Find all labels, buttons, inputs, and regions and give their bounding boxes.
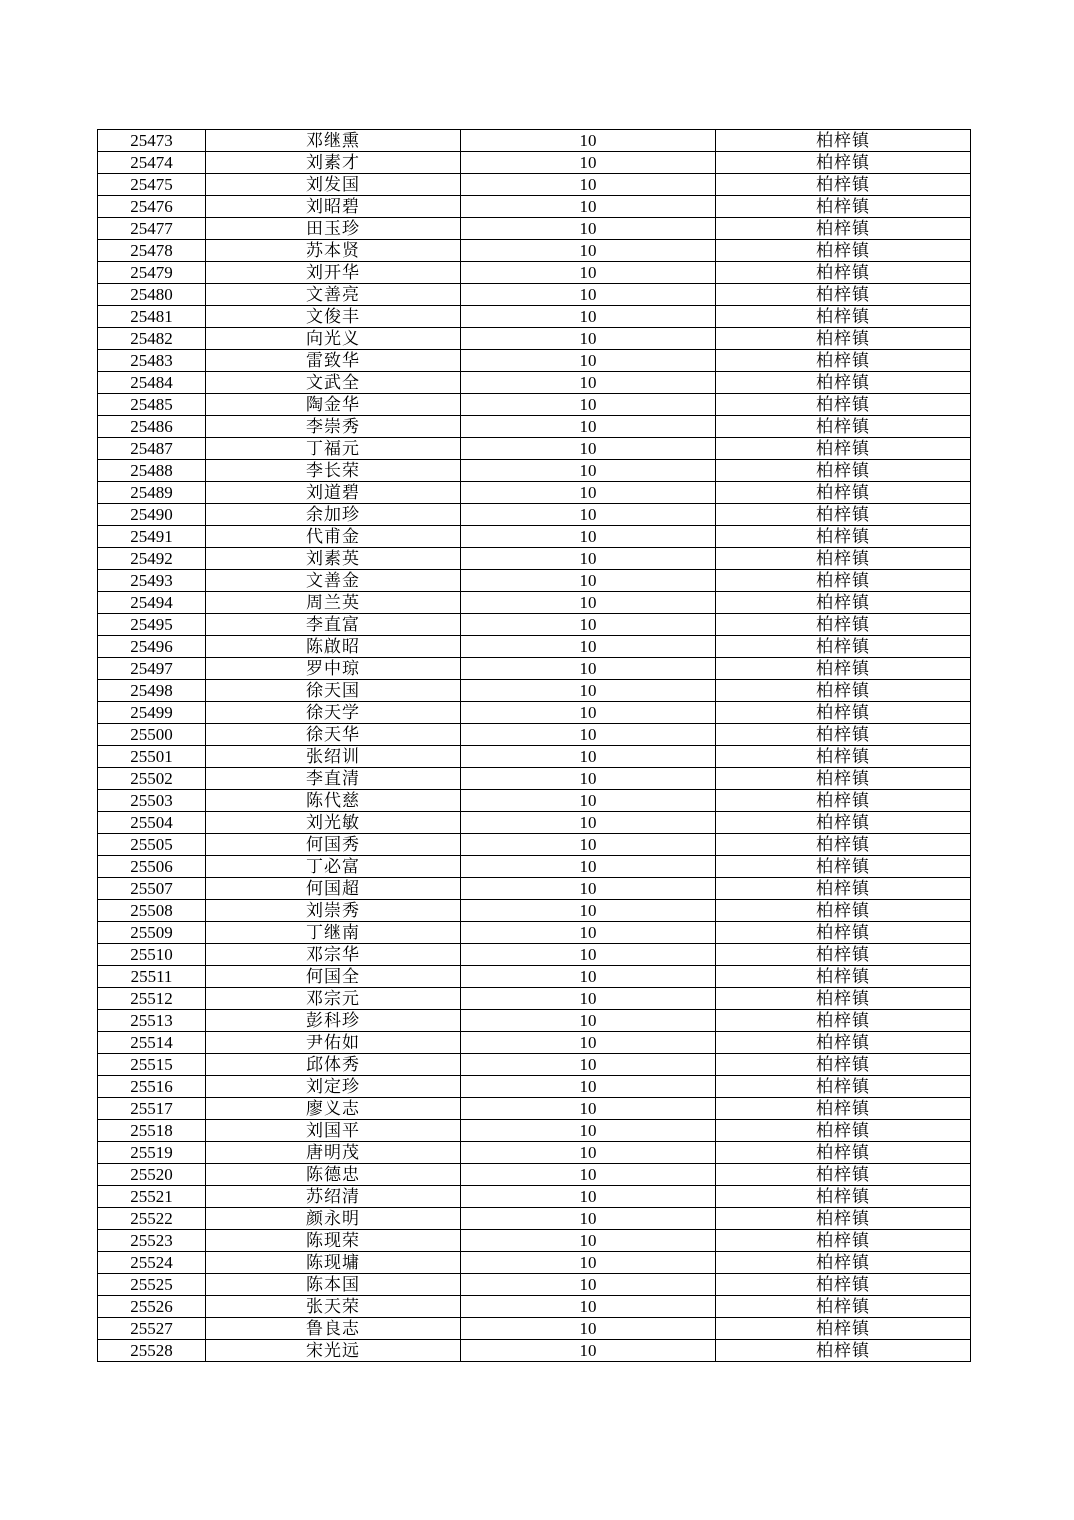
amount-cell: 10	[461, 460, 716, 482]
town-cell: 柏梓镇	[716, 702, 971, 724]
town-cell: 柏梓镇	[716, 658, 971, 680]
table-row	[98, 504, 971, 526]
name-cell: 李崇秀	[206, 416, 461, 438]
amount-cell: 10	[461, 966, 716, 988]
town-cell: 柏梓镇	[716, 944, 971, 966]
table-row	[98, 1274, 971, 1296]
amount-cell: 10	[461, 548, 716, 570]
table-row	[98, 1032, 971, 1054]
id-cell: 25493	[98, 570, 206, 592]
id-cell: 25521	[98, 1186, 206, 1208]
amount-cell: 10	[461, 196, 716, 218]
id-cell: 25522	[98, 1208, 206, 1230]
table-row	[98, 878, 971, 900]
table-row	[98, 460, 971, 482]
table-row	[98, 988, 971, 1010]
id-cell: 25517	[98, 1098, 206, 1120]
town-cell: 柏梓镇	[716, 614, 971, 636]
amount-cell: 10	[461, 592, 716, 614]
id-cell: 25481	[98, 306, 206, 328]
table-row	[98, 1010, 971, 1032]
id-cell: 25509	[98, 922, 206, 944]
name-cell: 刘道碧	[206, 482, 461, 504]
amount-cell: 10	[461, 570, 716, 592]
name-cell: 向光义	[206, 328, 461, 350]
id-cell: 25501	[98, 746, 206, 768]
name-cell: 陈代慈	[206, 790, 461, 812]
id-cell: 25510	[98, 944, 206, 966]
town-cell: 柏梓镇	[716, 790, 971, 812]
table-row	[98, 1076, 971, 1098]
table-row	[98, 218, 971, 240]
amount-cell: 10	[461, 922, 716, 944]
name-cell: 文俊丰	[206, 306, 461, 328]
name-cell: 邓宗元	[206, 988, 461, 1010]
table-row	[98, 944, 971, 966]
table-row	[98, 614, 971, 636]
table-row	[98, 922, 971, 944]
name-cell: 陈现墉	[206, 1252, 461, 1274]
name-cell: 陶金华	[206, 394, 461, 416]
amount-cell: 10	[461, 372, 716, 394]
name-cell: 何国秀	[206, 834, 461, 856]
name-cell: 代甫金	[206, 526, 461, 548]
amount-cell: 10	[461, 218, 716, 240]
name-cell: 刘素才	[206, 152, 461, 174]
town-cell: 柏梓镇	[716, 1032, 971, 1054]
town-cell: 柏梓镇	[716, 460, 971, 482]
id-cell: 25480	[98, 284, 206, 306]
town-cell: 柏梓镇	[716, 438, 971, 460]
table-row	[98, 328, 971, 350]
table-row	[98, 350, 971, 372]
name-cell: 唐明茂	[206, 1142, 461, 1164]
amount-cell: 10	[461, 526, 716, 548]
amount-cell: 10	[461, 724, 716, 746]
amount-cell: 10	[461, 1164, 716, 1186]
id-cell: 25474	[98, 152, 206, 174]
table-row	[98, 196, 971, 218]
town-cell: 柏梓镇	[716, 526, 971, 548]
town-cell: 柏梓镇	[716, 856, 971, 878]
amount-cell: 10	[461, 1098, 716, 1120]
table-row	[98, 438, 971, 460]
name-cell: 雷致华	[206, 350, 461, 372]
table-row	[98, 768, 971, 790]
town-cell: 柏梓镇	[716, 262, 971, 284]
amount-cell: 10	[461, 306, 716, 328]
town-cell: 柏梓镇	[716, 1186, 971, 1208]
table-row	[98, 834, 971, 856]
amount-cell: 10	[461, 394, 716, 416]
town-cell: 柏梓镇	[716, 1318, 971, 1340]
id-cell: 25482	[98, 328, 206, 350]
id-cell: 25487	[98, 438, 206, 460]
town-cell: 柏梓镇	[716, 636, 971, 658]
table-row	[98, 702, 971, 724]
amount-cell: 10	[461, 1010, 716, 1032]
id-cell: 25515	[98, 1054, 206, 1076]
town-cell: 柏梓镇	[716, 878, 971, 900]
amount-cell: 10	[461, 1142, 716, 1164]
name-cell: 文武全	[206, 372, 461, 394]
town-cell: 柏梓镇	[716, 1098, 971, 1120]
roster-table-body	[98, 130, 971, 1362]
town-cell: 柏梓镇	[716, 174, 971, 196]
name-cell: 丁福元	[206, 438, 461, 460]
id-cell: 25473	[98, 130, 206, 152]
id-cell: 25486	[98, 416, 206, 438]
town-cell: 柏梓镇	[716, 1010, 971, 1032]
town-cell: 柏梓镇	[716, 1164, 971, 1186]
name-cell: 丁必富	[206, 856, 461, 878]
name-cell: 余加珍	[206, 504, 461, 526]
amount-cell: 10	[461, 658, 716, 680]
town-cell: 柏梓镇	[716, 966, 971, 988]
amount-cell: 10	[461, 636, 716, 658]
table-row	[98, 1208, 971, 1230]
name-cell: 苏绍清	[206, 1186, 461, 1208]
id-cell: 25520	[98, 1164, 206, 1186]
name-cell: 宋光远	[206, 1340, 461, 1362]
town-cell: 柏梓镇	[716, 570, 971, 592]
name-cell: 李直富	[206, 614, 461, 636]
town-cell: 柏梓镇	[716, 548, 971, 570]
name-cell: 刘开华	[206, 262, 461, 284]
id-cell: 25496	[98, 636, 206, 658]
table-row	[98, 1318, 971, 1340]
amount-cell: 10	[461, 614, 716, 636]
roster-table	[97, 129, 971, 1362]
table-row	[98, 1098, 971, 1120]
table-row	[98, 372, 971, 394]
amount-cell: 10	[461, 1186, 716, 1208]
table-row	[98, 658, 971, 680]
town-cell: 柏梓镇	[716, 196, 971, 218]
id-cell: 25491	[98, 526, 206, 548]
amount-cell: 10	[461, 504, 716, 526]
amount-cell: 10	[461, 1120, 716, 1142]
town-cell: 柏梓镇	[716, 394, 971, 416]
id-cell: 25477	[98, 218, 206, 240]
name-cell: 刘素英	[206, 548, 461, 570]
id-cell: 25527	[98, 1318, 206, 1340]
name-cell: 张天荣	[206, 1296, 461, 1318]
table-row	[98, 1340, 971, 1362]
amount-cell: 10	[461, 790, 716, 812]
id-cell: 25500	[98, 724, 206, 746]
name-cell: 田玉珍	[206, 218, 461, 240]
name-cell: 刘光敏	[206, 812, 461, 834]
table-row	[98, 1252, 971, 1274]
name-cell: 陈本国	[206, 1274, 461, 1296]
id-cell: 25495	[98, 614, 206, 636]
id-cell: 25494	[98, 592, 206, 614]
town-cell: 柏梓镇	[716, 922, 971, 944]
town-cell: 柏梓镇	[716, 724, 971, 746]
name-cell: 鲁良志	[206, 1318, 461, 1340]
town-cell: 柏梓镇	[716, 284, 971, 306]
town-cell: 柏梓镇	[716, 1230, 971, 1252]
id-cell: 25479	[98, 262, 206, 284]
amount-cell: 10	[461, 856, 716, 878]
name-cell: 陈德忠	[206, 1164, 461, 1186]
amount-cell: 10	[461, 878, 716, 900]
name-cell: 徐天华	[206, 724, 461, 746]
table-row	[98, 306, 971, 328]
amount-cell: 10	[461, 680, 716, 702]
table-row	[98, 856, 971, 878]
id-cell: 25528	[98, 1340, 206, 1362]
amount-cell: 10	[461, 240, 716, 262]
name-cell: 邓继熏	[206, 130, 461, 152]
name-cell: 文善亮	[206, 284, 461, 306]
amount-cell: 10	[461, 1230, 716, 1252]
table-row	[98, 1296, 971, 1318]
name-cell: 何国超	[206, 878, 461, 900]
amount-cell: 10	[461, 944, 716, 966]
table-row	[98, 394, 971, 416]
amount-cell: 10	[461, 350, 716, 372]
town-cell: 柏梓镇	[716, 988, 971, 1010]
id-cell: 25488	[98, 460, 206, 482]
id-cell: 25523	[98, 1230, 206, 1252]
id-cell: 25518	[98, 1120, 206, 1142]
id-cell: 25502	[98, 768, 206, 790]
amount-cell: 10	[461, 834, 716, 856]
town-cell: 柏梓镇	[716, 812, 971, 834]
id-cell: 25514	[98, 1032, 206, 1054]
town-cell: 柏梓镇	[716, 1076, 971, 1098]
table-row	[98, 1186, 971, 1208]
name-cell: 刘昭碧	[206, 196, 461, 218]
town-cell: 柏梓镇	[716, 240, 971, 262]
name-cell: 刘定珍	[206, 1076, 461, 1098]
table-row	[98, 1230, 971, 1252]
amount-cell: 10	[461, 482, 716, 504]
town-cell: 柏梓镇	[716, 1054, 971, 1076]
town-cell: 柏梓镇	[716, 900, 971, 922]
amount-cell: 10	[461, 1032, 716, 1054]
name-cell: 陈现荣	[206, 1230, 461, 1252]
name-cell: 尹佑如	[206, 1032, 461, 1054]
table-row	[98, 152, 971, 174]
name-cell: 李直清	[206, 768, 461, 790]
amount-cell: 10	[461, 284, 716, 306]
town-cell: 柏梓镇	[716, 152, 971, 174]
table-row	[98, 680, 971, 702]
id-cell: 25526	[98, 1296, 206, 1318]
name-cell: 周兰英	[206, 592, 461, 614]
name-cell: 文善金	[206, 570, 461, 592]
town-cell: 柏梓镇	[716, 1252, 971, 1274]
town-cell: 柏梓镇	[716, 130, 971, 152]
town-cell: 柏梓镇	[716, 1296, 971, 1318]
amount-cell: 10	[461, 1054, 716, 1076]
name-cell: 丁继南	[206, 922, 461, 944]
name-cell: 邓宗华	[206, 944, 461, 966]
id-cell: 25484	[98, 372, 206, 394]
amount-cell: 10	[461, 768, 716, 790]
name-cell: 刘崇秀	[206, 900, 461, 922]
name-cell: 陈啟昭	[206, 636, 461, 658]
name-cell: 徐天学	[206, 702, 461, 724]
table-row	[98, 240, 971, 262]
amount-cell: 10	[461, 1252, 716, 1274]
amount-cell: 10	[461, 262, 716, 284]
id-cell: 25513	[98, 1010, 206, 1032]
town-cell: 柏梓镇	[716, 306, 971, 328]
amount-cell: 10	[461, 130, 716, 152]
id-cell: 25483	[98, 350, 206, 372]
id-cell: 25507	[98, 878, 206, 900]
table-row	[98, 592, 971, 614]
amount-cell: 10	[461, 988, 716, 1010]
table-row	[98, 1164, 971, 1186]
name-cell: 廖义志	[206, 1098, 461, 1120]
amount-cell: 10	[461, 1340, 716, 1362]
id-cell: 25512	[98, 988, 206, 1010]
amount-cell: 10	[461, 328, 716, 350]
table-row	[98, 130, 971, 152]
amount-cell: 10	[461, 438, 716, 460]
table-row	[98, 1120, 971, 1142]
amount-cell: 10	[461, 702, 716, 724]
id-cell: 25503	[98, 790, 206, 812]
name-cell: 徐天国	[206, 680, 461, 702]
id-cell: 25511	[98, 966, 206, 988]
id-cell: 25490	[98, 504, 206, 526]
table-row	[98, 570, 971, 592]
table-row	[98, 724, 971, 746]
id-cell: 25476	[98, 196, 206, 218]
table-row	[98, 174, 971, 196]
id-cell: 25489	[98, 482, 206, 504]
name-cell: 张绍训	[206, 746, 461, 768]
id-cell: 25525	[98, 1274, 206, 1296]
name-cell: 刘国平	[206, 1120, 461, 1142]
id-cell: 25497	[98, 658, 206, 680]
amount-cell: 10	[461, 174, 716, 196]
name-cell: 罗中琼	[206, 658, 461, 680]
table-row	[98, 746, 971, 768]
table-row	[98, 966, 971, 988]
amount-cell: 10	[461, 1318, 716, 1340]
town-cell: 柏梓镇	[716, 350, 971, 372]
amount-cell: 10	[461, 416, 716, 438]
town-cell: 柏梓镇	[716, 328, 971, 350]
table-row	[98, 416, 971, 438]
table-row	[98, 900, 971, 922]
amount-cell: 10	[461, 812, 716, 834]
amount-cell: 10	[461, 1274, 716, 1296]
id-cell: 25478	[98, 240, 206, 262]
name-cell: 颜永明	[206, 1208, 461, 1230]
name-cell: 刘发国	[206, 174, 461, 196]
name-cell: 邱体秀	[206, 1054, 461, 1076]
town-cell: 柏梓镇	[716, 1142, 971, 1164]
id-cell: 25498	[98, 680, 206, 702]
name-cell: 李长荣	[206, 460, 461, 482]
table-row	[98, 262, 971, 284]
name-cell: 何国全	[206, 966, 461, 988]
table-row	[98, 790, 971, 812]
town-cell: 柏梓镇	[716, 218, 971, 240]
town-cell: 柏梓镇	[716, 592, 971, 614]
town-cell: 柏梓镇	[716, 482, 971, 504]
id-cell: 25475	[98, 174, 206, 196]
town-cell: 柏梓镇	[716, 1274, 971, 1296]
town-cell: 柏梓镇	[716, 1120, 971, 1142]
amount-cell: 10	[461, 1296, 716, 1318]
table-row	[98, 284, 971, 306]
id-cell: 25499	[98, 702, 206, 724]
table-row	[98, 812, 971, 834]
amount-cell: 10	[461, 152, 716, 174]
amount-cell: 10	[461, 900, 716, 922]
table-row	[98, 1142, 971, 1164]
id-cell: 25508	[98, 900, 206, 922]
town-cell: 柏梓镇	[716, 504, 971, 526]
amount-cell: 10	[461, 1076, 716, 1098]
id-cell: 25485	[98, 394, 206, 416]
town-cell: 柏梓镇	[716, 834, 971, 856]
amount-cell: 10	[461, 746, 716, 768]
table-row	[98, 1054, 971, 1076]
town-cell: 柏梓镇	[716, 372, 971, 394]
town-cell: 柏梓镇	[716, 746, 971, 768]
table-row	[98, 548, 971, 570]
id-cell: 25505	[98, 834, 206, 856]
table-row	[98, 526, 971, 548]
town-cell: 柏梓镇	[716, 416, 971, 438]
table-row	[98, 482, 971, 504]
id-cell: 25506	[98, 856, 206, 878]
id-cell: 25492	[98, 548, 206, 570]
id-cell: 25519	[98, 1142, 206, 1164]
amount-cell: 10	[461, 1208, 716, 1230]
id-cell: 25524	[98, 1252, 206, 1274]
table-row	[98, 636, 971, 658]
town-cell: 柏梓镇	[716, 768, 971, 790]
id-cell: 25504	[98, 812, 206, 834]
town-cell: 柏梓镇	[716, 680, 971, 702]
name-cell: 苏本贤	[206, 240, 461, 262]
town-cell: 柏梓镇	[716, 1340, 971, 1362]
id-cell: 25516	[98, 1076, 206, 1098]
town-cell: 柏梓镇	[716, 1208, 971, 1230]
name-cell: 彭科珍	[206, 1010, 461, 1032]
